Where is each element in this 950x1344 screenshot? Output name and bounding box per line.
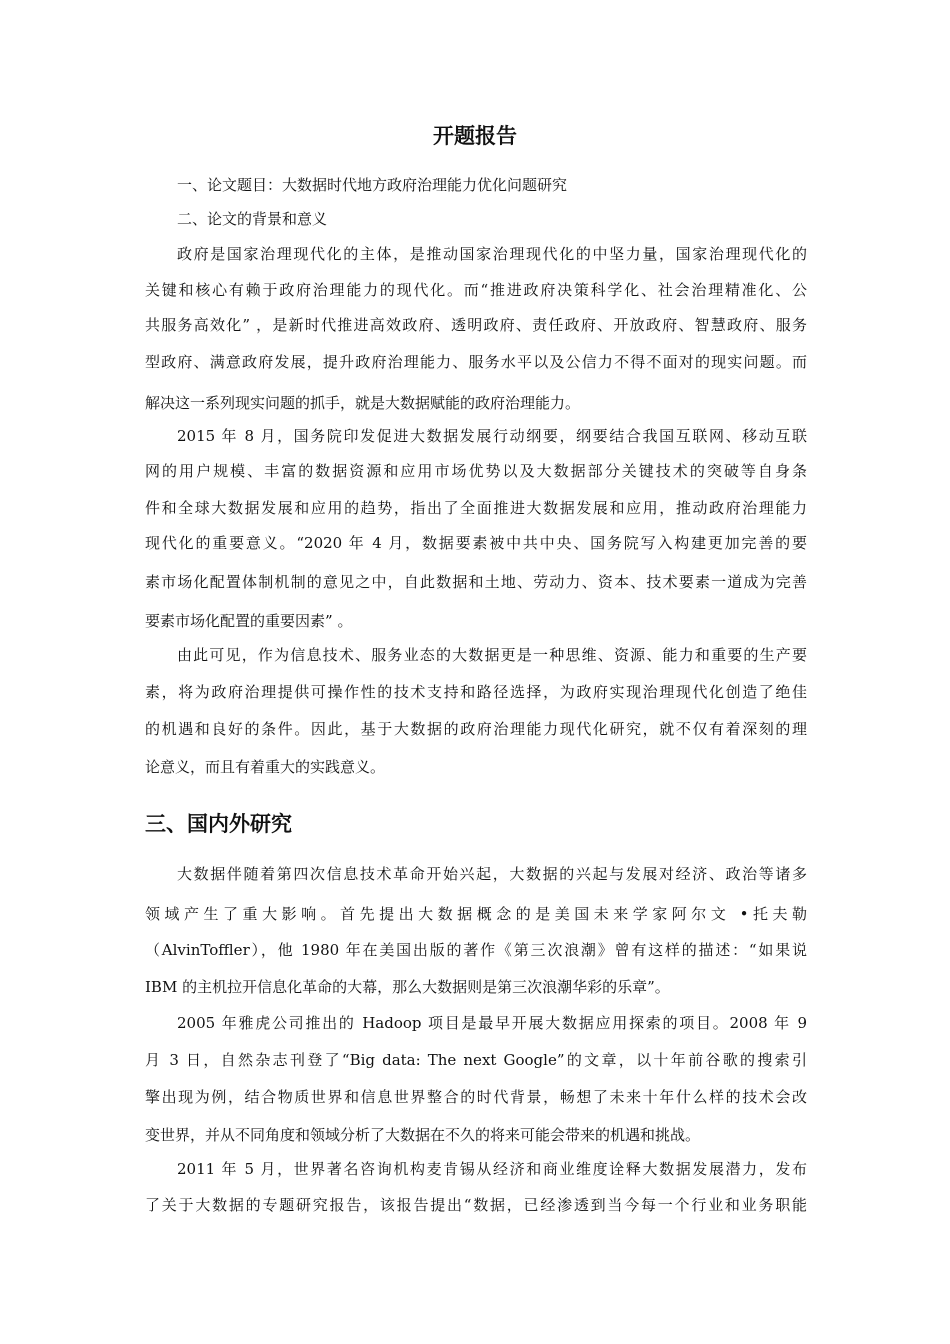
paragraph-line: 政府是国家治理现代化的主体，是推动国家治理现代化的中坚力量，国家治理现代化的 [177, 245, 807, 263]
paragraph-line: 素市场化配置体制机制的意见之中，自此数据和土地、劳动力、资本、技术要素一道成为完善 [145, 573, 807, 591]
paragraph-line: 共服务高效化” ，是新时代推进高效政府、透明政府、责任政府、开放政府、智慧政府、服务 [145, 316, 807, 334]
paragraph-line: 领域产生了重大影响。首先提出大数据概念的是美国未来学家阿尔文 •托夫勒 [145, 905, 807, 923]
paragraph-line: 素，将为政府治理提供可操作性的技术支持和路径选择，为政府实现治理现代化创造了绝佳 [145, 683, 807, 701]
paragraph-line: IBM 的主机拉开信息化革命的大幕，那么大数据则是第三次浪潮华彩的乐章”。 [145, 978, 670, 996]
document-title: 开题报告 [433, 124, 517, 148]
section-heading: 三、国内外研究 [145, 812, 292, 836]
paragraph-line: 现代化的重要意义。“2020 年 4 月，数据要素被中共中央、国务院写入构建更加完善的要 [145, 534, 807, 552]
paragraph-line: 了关于大数据的专题研究报告，该报告提出“数据，已经渗透到当今每一个行业和业务职能 [145, 1196, 807, 1214]
thesis-title-line: 一、论文题目：大数据时代地方政府治理能力优化问题研究 [177, 176, 568, 194]
paragraph-line: 2005 年雅虎公司推出的 Hadoop 项目是最早开展大数据应用探索的项目。2008 年 9 [177, 1014, 807, 1032]
paragraph-line: 擎出现为例，结合物质世界和信息世界整合的时代背景，畅想了未来十年什么样的技术会改 [145, 1088, 807, 1106]
paragraph-line: 2015 年 8 月，国务院印发促进大数据发展行动纲要，纲要结合我国互联网、移动互联 [177, 427, 807, 445]
background-heading-line: 二、论文的背景和意义 [177, 210, 328, 228]
paragraph-line: 件和全球大数据发展和应用的趋势，指出了全面推进大数据发展和应用，推动政府治理能力 [145, 499, 807, 517]
paragraph-line: （AlvinToffler），他 1980 年在美国出版的著作《第三次浪潮》曾有这样的描述：“如果说 [145, 941, 807, 959]
paragraph-line: 变世界，并从不同角度和领域分析了大数据在不久的将来可能会带来的机遇和挑战。 [145, 1126, 701, 1144]
paragraph-line: 大数据伴随着第四次信息技术革命开始兴起，大数据的兴起与发展对经济、政治等诸多 [177, 865, 807, 883]
paragraph-line: 要素市场化配置的重要因素” 。 [145, 612, 353, 630]
paragraph-line: 论意义，而且有着重大的实践意义。 [145, 758, 386, 776]
paragraph-line: 解决这一系列现实问题的抓手，就是大数据赋能的政府治理能力。 [145, 394, 581, 412]
paragraph-line: 关键和核心有赖于政府治理能力的现代化。而“推进政府决策科学化、社会治理精准化、公 [145, 281, 807, 299]
paragraph-line: 由此可见，作为信息技术、服务业态的大数据更是一种思维、资源、能力和重要的生产要 [177, 646, 807, 664]
paragraph-line: 月 3 日，自然杂志刊登了“Big data: The next Google”的文章，以十年前谷歌的搜索引 [145, 1051, 807, 1069]
paragraph-line: 2011 年 5 月，世界著名咨询机构麦肯锡从经济和商业维度诠释大数据发展潜力，发布 [177, 1160, 807, 1178]
paragraph-line: 网的用户规模、丰富的数据资源和应用市场优势以及大数据部分关键技术的突破等自身条 [145, 462, 807, 480]
paragraph-line: 型政府、满意政府发展，提升政府治理能力、服务水平以及公信力不得不面对的现实问题。而 [145, 353, 807, 371]
paragraph-line: 的机遇和良好的条件。因此，基于大数据的政府治理能力现代化研究，就不仅有着深刻的理 [145, 720, 807, 738]
